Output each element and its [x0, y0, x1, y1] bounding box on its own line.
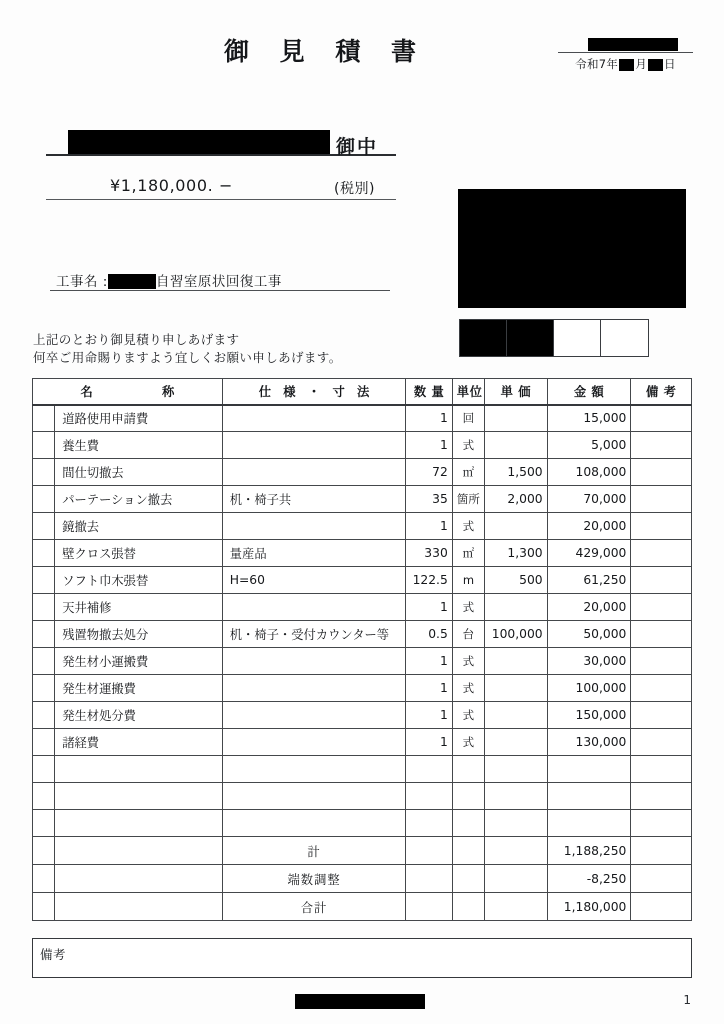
- item-unit-cell: 式: [452, 432, 484, 459]
- item-unit-cell: 式: [452, 594, 484, 621]
- summary-blank-cell: [55, 865, 223, 893]
- summary-price-cell: [485, 865, 548, 893]
- item-unit-cell: ㎡: [452, 540, 484, 567]
- item-note-cell: [631, 621, 692, 648]
- row-index-cell: [33, 621, 55, 648]
- item-price-cell: [485, 729, 548, 756]
- issuer-company-redaction: [458, 189, 686, 308]
- item-amount-cell: 20,000: [547, 594, 631, 621]
- item-qty-cell: 1: [406, 432, 452, 459]
- item-note-cell: [631, 432, 692, 459]
- item-unit-cell: 式: [452, 513, 484, 540]
- item-spec-cell: [222, 594, 406, 621]
- table-row: [33, 756, 692, 783]
- item-price-cell: 500: [485, 567, 548, 594]
- estimate-items-table: [32, 378, 692, 921]
- item-qty-cell: 1: [406, 675, 452, 702]
- date-block: [558, 38, 693, 72]
- table-row: [33, 432, 692, 459]
- table-row: [33, 675, 692, 702]
- summary-qty-cell: [406, 865, 452, 893]
- item-amount-cell: 5,000: [547, 432, 631, 459]
- date-month-suffix: 月: [635, 57, 648, 71]
- item-name-cell: 養生費: [55, 432, 223, 459]
- column-header-spec: 仕 様 ・ 寸 法: [222, 379, 406, 405]
- table-row: [33, 810, 692, 837]
- date-rule: [558, 52, 693, 53]
- table-row: [33, 405, 692, 432]
- item-name-cell: [55, 783, 223, 810]
- table-row: [33, 540, 692, 567]
- summary-note-cell: [631, 865, 692, 893]
- column-header-name: 名 称: [33, 379, 223, 405]
- item-qty-cell: 1: [406, 648, 452, 675]
- item-note-cell: [631, 810, 692, 837]
- summary-unit-cell: [452, 837, 484, 865]
- item-price-cell: [485, 675, 548, 702]
- summary-price-cell: [485, 837, 548, 865]
- item-note-cell: [631, 459, 692, 486]
- summary-amount-cell: 1,180,000: [547, 893, 631, 921]
- item-name-cell: 諸経費: [55, 729, 223, 756]
- item-qty-cell: 1: [406, 405, 452, 432]
- item-amount-cell: 100,000: [547, 675, 631, 702]
- client-name-redaction: [68, 130, 330, 154]
- table-row: [33, 567, 692, 594]
- column-header-qty: 数 量: [406, 379, 452, 405]
- work-name-line: [56, 270, 282, 291]
- statement-block: [33, 331, 342, 367]
- item-note-cell: [631, 594, 692, 621]
- row-index-cell: [33, 865, 55, 893]
- item-amount-cell: 108,000: [547, 459, 631, 486]
- item-name-cell: 残置物撤去処分: [55, 621, 223, 648]
- item-unit-cell: 式: [452, 675, 484, 702]
- issuer-date-redaction: [588, 38, 678, 51]
- row-index-cell: [33, 513, 55, 540]
- row-index-cell: [33, 594, 55, 621]
- table-row: [33, 621, 692, 648]
- item-price-cell: 2,000: [485, 486, 548, 513]
- row-index-cell: [33, 567, 55, 594]
- item-spec-cell: [222, 432, 406, 459]
- table-row: [33, 594, 692, 621]
- stamp-cell-1: [460, 320, 507, 356]
- date-era-year: 令和7年: [575, 57, 619, 71]
- row-index-cell: [33, 837, 55, 865]
- approval-stamp-box: [459, 319, 649, 357]
- tax-note: (税別): [334, 181, 375, 197]
- item-unit-cell: m: [452, 567, 484, 594]
- page-title: 御 見 積 書: [223, 37, 428, 66]
- item-price-cell: [485, 594, 548, 621]
- item-price-cell: [485, 432, 548, 459]
- item-spec-cell: [222, 459, 406, 486]
- item-amount-cell: 70,000: [547, 486, 631, 513]
- row-index-cell: [33, 810, 55, 837]
- column-header-price: 単 価: [485, 379, 548, 405]
- item-name-cell: 発生材処分費: [55, 702, 223, 729]
- item-unit-cell: 回: [452, 405, 484, 432]
- item-price-cell: [485, 756, 548, 783]
- row-index-cell: [33, 893, 55, 921]
- item-name-cell: 天井補修: [55, 594, 223, 621]
- item-price-cell: [485, 405, 548, 432]
- row-index-cell: [33, 486, 55, 513]
- table-summary-row: [33, 893, 692, 921]
- column-header-amount: 金 額: [547, 379, 631, 405]
- item-spec-cell: [222, 675, 406, 702]
- summary-label-cell: 合計: [222, 893, 406, 921]
- item-name-cell: 道路使用申請費: [55, 405, 223, 432]
- item-spec-cell: 量産品: [222, 540, 406, 567]
- statement-line-1: 上記のとおり御見積り申しあげます: [33, 332, 240, 347]
- item-amount-cell: 61,250: [547, 567, 631, 594]
- item-qty-cell: [406, 756, 452, 783]
- table-summary-row: [33, 865, 692, 893]
- item-name-cell: パーテーション撤去: [55, 486, 223, 513]
- row-index-cell: [33, 432, 55, 459]
- item-note-cell: [631, 567, 692, 594]
- item-spec-cell: [222, 729, 406, 756]
- stamp-cell-4: [601, 320, 648, 356]
- item-amount-cell: 50,000: [547, 621, 631, 648]
- item-note-cell: [631, 783, 692, 810]
- remarks-label: 備考: [40, 947, 67, 962]
- date-day-redaction: [648, 59, 663, 71]
- item-name-cell: 発生材小運搬費: [55, 648, 223, 675]
- row-index-cell: [33, 675, 55, 702]
- date-month-redaction: [619, 59, 634, 71]
- item-price-cell: [485, 783, 548, 810]
- item-qty-cell: 1: [406, 729, 452, 756]
- item-qty-cell: 330: [406, 540, 452, 567]
- table-row: [33, 513, 692, 540]
- item-note-cell: [631, 648, 692, 675]
- table-row: [33, 702, 692, 729]
- item-name-cell: [55, 810, 223, 837]
- item-spec-cell: [222, 513, 406, 540]
- table-row: [33, 486, 692, 513]
- item-qty-cell: 1: [406, 513, 452, 540]
- item-price-cell: [485, 810, 548, 837]
- item-note-cell: [631, 405, 692, 432]
- summary-amount-cell: 1,188,250: [547, 837, 631, 865]
- row-index-cell: [33, 648, 55, 675]
- item-note-cell: [631, 702, 692, 729]
- summary-qty-cell: [406, 893, 452, 921]
- summary-label-cell: 端数調整: [222, 865, 406, 893]
- item-unit-cell: 式: [452, 648, 484, 675]
- item-name-cell: [55, 756, 223, 783]
- column-header-unit: 単位: [452, 379, 484, 405]
- item-price-cell: [485, 702, 548, 729]
- item-name-cell: 発生材運搬費: [55, 675, 223, 702]
- item-spec-cell: [222, 702, 406, 729]
- item-note-cell: [631, 486, 692, 513]
- item-note-cell: [631, 729, 692, 756]
- item-unit-cell: [452, 756, 484, 783]
- summary-unit-cell: [452, 893, 484, 921]
- row-index-cell: [33, 729, 55, 756]
- item-name-cell: 壁クロス張替: [55, 540, 223, 567]
- summary-note-cell: [631, 893, 692, 921]
- item-spec-cell: 机・椅子共: [222, 486, 406, 513]
- item-amount-cell: [547, 756, 631, 783]
- summary-blank-cell: [55, 837, 223, 865]
- table-row: [33, 783, 692, 810]
- item-qty-cell: [406, 810, 452, 837]
- stamp-cell-3: [554, 320, 601, 356]
- item-name-cell: 間仕切撤去: [55, 459, 223, 486]
- item-amount-cell: 429,000: [547, 540, 631, 567]
- issue-date: [558, 56, 693, 72]
- footer-redaction: [295, 994, 425, 1009]
- item-note-cell: [631, 756, 692, 783]
- row-index-cell: [33, 405, 55, 432]
- item-qty-cell: 35: [406, 486, 452, 513]
- item-price-cell: 100,000: [485, 621, 548, 648]
- item-name-cell: 鏡撤去: [55, 513, 223, 540]
- summary-blank-cell: [55, 893, 223, 921]
- item-qty-cell: 0.5: [406, 621, 452, 648]
- item-spec-cell: [222, 783, 406, 810]
- item-amount-cell: 130,000: [547, 729, 631, 756]
- item-qty-cell: 1: [406, 594, 452, 621]
- item-qty-cell: 72: [406, 459, 452, 486]
- item-spec-cell: [222, 810, 406, 837]
- table-summary-row: [33, 837, 692, 865]
- table-row: [33, 729, 692, 756]
- work-name-label: 工事名 :: [56, 274, 108, 290]
- item-spec-cell: [222, 405, 406, 432]
- item-unit-cell: ㎡: [452, 459, 484, 486]
- statement-line-2: 何卒ご用命賜りますよう宜しくお願い申しあげます。: [33, 350, 342, 365]
- item-unit-cell: 式: [452, 702, 484, 729]
- item-spec-cell: 机・椅子・受付カウンター等: [222, 621, 406, 648]
- item-unit-cell: [452, 783, 484, 810]
- table-row: [33, 459, 692, 486]
- total-amount-value: ¥1,180,000. −: [110, 176, 233, 195]
- item-spec-cell: [222, 756, 406, 783]
- summary-qty-cell: [406, 837, 452, 865]
- item-unit-cell: [452, 810, 484, 837]
- remarks-box: [32, 938, 692, 978]
- item-qty-cell: 1: [406, 702, 452, 729]
- date-day-suffix: 日: [664, 57, 676, 71]
- item-spec-cell: H=60: [222, 567, 406, 594]
- table-row: [33, 648, 692, 675]
- item-amount-cell: 150,000: [547, 702, 631, 729]
- row-index-cell: [33, 459, 55, 486]
- item-note-cell: [631, 540, 692, 567]
- row-index-cell: [33, 783, 55, 810]
- summary-note-cell: [631, 837, 692, 865]
- item-note-cell: [631, 675, 692, 702]
- work-name-value: 自習室原状回復工事: [155, 274, 282, 290]
- item-price-cell: [485, 648, 548, 675]
- item-name-cell: ソフト巾木張替: [55, 567, 223, 594]
- stamp-cell-2: [507, 320, 554, 356]
- row-index-cell: [33, 540, 55, 567]
- item-amount-cell: [547, 783, 631, 810]
- page-number: 1: [683, 993, 691, 1007]
- column-header-note: 備 考: [631, 379, 692, 405]
- table-header-row: [33, 379, 692, 405]
- item-unit-cell: 式: [452, 729, 484, 756]
- work-name-redaction: [108, 274, 156, 289]
- item-price-cell: 1,300: [485, 540, 548, 567]
- row-index-cell: [33, 756, 55, 783]
- summary-unit-cell: [452, 865, 484, 893]
- item-amount-cell: 15,000: [547, 405, 631, 432]
- item-unit-cell: 箇所: [452, 486, 484, 513]
- item-amount-cell: 30,000: [547, 648, 631, 675]
- item-price-cell: 1,500: [485, 459, 548, 486]
- item-amount-cell: 20,000: [547, 513, 631, 540]
- row-index-cell: [33, 702, 55, 729]
- summary-price-cell: [485, 893, 548, 921]
- client-honorific: 御中: [336, 136, 379, 158]
- summary-label-cell: 計: [222, 837, 406, 865]
- item-note-cell: [631, 513, 692, 540]
- item-spec-cell: [222, 648, 406, 675]
- summary-amount-cell: -8,250: [547, 865, 631, 893]
- item-price-cell: [485, 513, 548, 540]
- estimate-items-body: [33, 405, 692, 921]
- item-unit-cell: 台: [452, 621, 484, 648]
- item-qty-cell: [406, 783, 452, 810]
- item-amount-cell: [547, 810, 631, 837]
- item-qty-cell: 122.5: [406, 567, 452, 594]
